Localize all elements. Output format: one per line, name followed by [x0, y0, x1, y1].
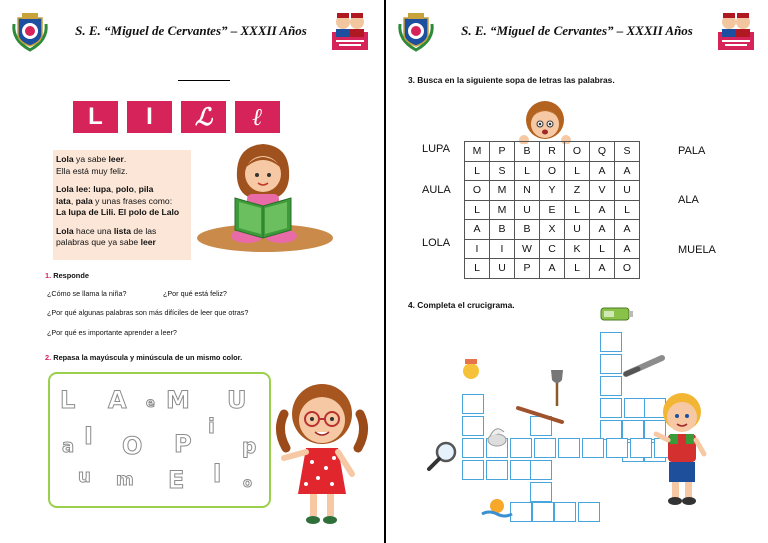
file-tool-icon — [622, 354, 666, 378]
crossword-cell[interactable] — [462, 416, 484, 436]
word-search-cell[interactable]: A — [615, 161, 640, 181]
word-search-cell[interactable]: B — [490, 220, 515, 240]
word-search-cell[interactable]: S — [615, 142, 640, 162]
crossword-cell[interactable] — [462, 438, 484, 458]
word-search-cell[interactable]: L — [565, 259, 590, 279]
school-mascot-logo-icon — [716, 10, 756, 52]
question-2-title — [45, 353, 242, 362]
word-search-cell[interactable]: I — [490, 239, 515, 259]
shovel-icon — [550, 368, 564, 408]
reading-word: La lupa de Lili. El polo de Lalo — [56, 207, 180, 217]
letter-box: L — [73, 101, 118, 133]
word-search-row — [465, 181, 640, 201]
word-search-cell[interactable]: E — [540, 200, 565, 220]
reading-text-part: , — [110, 184, 116, 194]
reading-text-part: , — [70, 195, 76, 206]
word-search-cell[interactable]: M — [490, 200, 515, 220]
word-search-cell[interactable]: A — [590, 200, 615, 220]
stick-icon — [516, 404, 564, 426]
crossword-cell[interactable] — [558, 438, 580, 458]
word-search-cell[interactable]: A — [590, 259, 615, 279]
word-search-cell[interactable]: R — [540, 142, 565, 162]
word-search-row — [465, 239, 640, 259]
sun-pot-icon — [460, 358, 482, 382]
word-search-cell[interactable]: M — [465, 142, 490, 162]
reading-text-part: , — [133, 184, 139, 194]
word-search-cell[interactable]: S — [490, 161, 515, 181]
question-line: ¿Por qué algunas palabras son más difíciles de leer que otras? — [47, 308, 249, 317]
reading-text-part: de las — [131, 225, 157, 236]
reading-paragraph — [56, 154, 188, 177]
boy-illustration — [652, 388, 712, 508]
question-number: 2. — [45, 353, 52, 362]
battery-icon — [600, 306, 634, 322]
word-search-cell[interactable]: V — [590, 181, 615, 201]
reading-word: leer — [140, 237, 156, 247]
girl-reading-illustration — [195, 138, 345, 262]
reading-text — [53, 150, 191, 260]
trace-letter[interactable]: p — [242, 434, 257, 458]
word-search-row — [465, 220, 640, 240]
crossword-cell[interactable] — [624, 398, 646, 418]
crossword-cell[interactable] — [600, 420, 622, 440]
word-search-cell[interactable]: Z — [565, 181, 590, 201]
word-search-cell[interactable]: K — [565, 239, 590, 259]
header-right — [386, 8, 768, 56]
word-search-cell[interactable]: L — [515, 161, 540, 181]
trace-letter[interactable]: a — [62, 436, 75, 457]
trace-letter[interactable]: M — [166, 386, 190, 414]
reading-paragraph — [56, 226, 188, 249]
question-line: ¿Por qué es importante aprender a leer? — [47, 328, 177, 337]
header-title: S. E. “Miguel de Cervantes” – XXXII Años — [461, 23, 693, 38]
left-page — [0, 0, 382, 543]
word-search-cell[interactable]: C — [540, 239, 565, 259]
right-page — [386, 0, 768, 543]
crossword-cell[interactable] — [578, 502, 600, 522]
word-search-cell[interactable]: L — [465, 200, 490, 220]
crossword-cell[interactable] — [600, 398, 622, 418]
reading-text-part: . — [123, 154, 127, 164]
reading-word: leer — [108, 154, 124, 164]
trace-letter[interactable]: e — [146, 396, 155, 411]
crossword-cell[interactable] — [510, 438, 532, 458]
letter-box: I — [127, 101, 172, 133]
crossword-cell[interactable] — [510, 460, 532, 480]
trace-letter[interactable]: O — [122, 432, 143, 460]
trace-letter[interactable]: E — [168, 466, 185, 494]
question-title-text: Responde — [51, 271, 89, 280]
trace-letter[interactable]: L — [60, 386, 76, 414]
word-search-row — [465, 142, 640, 162]
word-search-cell[interactable]: B — [515, 220, 540, 240]
word-search-cell[interactable]: I — [465, 239, 490, 259]
trace-letter[interactable]: A — [108, 386, 127, 414]
crossword-cell[interactable] — [486, 460, 508, 480]
question-line: ¿Cómo se llama la niña? — [47, 289, 127, 298]
trace-letter[interactable]: i — [208, 414, 215, 438]
reading-text-part: Ella está muy feliz. — [56, 165, 128, 176]
question-title-text: Repasa la mayúscula y minúscula de un mismo color. — [51, 353, 243, 362]
word-search-cell[interactable]: P — [515, 259, 540, 279]
word-search-word: ALA — [678, 194, 699, 206]
reading-text-part: palabras que ya sabe — [56, 237, 141, 247]
word-search-cell[interactable]: W — [515, 239, 540, 259]
word-search-cell[interactable]: A — [615, 220, 640, 240]
header-left — [0, 8, 382, 56]
tracing-letters-box — [48, 372, 271, 508]
word-search-cell[interactable]: X — [540, 220, 565, 240]
crossword-cell[interactable] — [630, 438, 652, 458]
word-search-cell[interactable]: O — [565, 142, 590, 162]
question-line: ¿Por qué está feliz? — [163, 289, 227, 298]
reading-word: Lola — [56, 225, 74, 236]
word-search-cell[interactable]: L — [465, 161, 490, 181]
trace-letter[interactable]: l — [213, 460, 222, 488]
crossword-cell[interactable] — [462, 460, 484, 480]
trace-letter[interactable]: I — [84, 422, 93, 450]
word-search-cell[interactable]: U — [490, 259, 515, 279]
reading-word: lista — [113, 225, 132, 236]
word-search-cell[interactable]: B — [515, 142, 540, 162]
reading-word: lata — [56, 195, 71, 206]
magnifying-glass-icon — [426, 440, 460, 472]
crossword-cell[interactable] — [530, 460, 552, 480]
crossword-cell[interactable] — [600, 376, 622, 396]
word-search-cell[interactable]: O — [540, 161, 565, 181]
reading-word: pila — [138, 184, 154, 194]
reading-word: polo — [115, 184, 134, 194]
trace-letter[interactable]: P — [174, 430, 192, 458]
crossword-cell[interactable] — [600, 332, 622, 352]
word-search-cell[interactable]: A — [465, 220, 490, 240]
reading-word: pala — [75, 195, 93, 206]
word-search-cell[interactable]: O — [465, 181, 490, 201]
crossword-cell[interactable] — [600, 354, 622, 374]
word-search-word: MUELA — [678, 244, 716, 256]
letter-boxes — [73, 101, 280, 133]
bird-icon — [484, 424, 510, 450]
crossword-cell[interactable] — [582, 438, 604, 458]
word-search-cell[interactable]: A — [540, 259, 565, 279]
reading-text-part: hace una — [73, 225, 114, 236]
word-search-cell[interactable]: U — [515, 200, 540, 220]
trace-letter[interactable]: m — [116, 470, 134, 490]
word-search-row — [465, 161, 640, 181]
word-search-word: PALA — [678, 145, 706, 157]
word-search-row — [465, 200, 640, 220]
word-search-cell[interactable]: Y — [540, 181, 565, 201]
word-search-cell[interactable]: A — [590, 161, 615, 181]
reading-word: Lola — [56, 154, 74, 164]
word-search-row — [465, 259, 640, 279]
name-blank-line — [178, 80, 230, 81]
crossword-cell[interactable] — [532, 502, 554, 522]
word-search-cell[interactable]: L — [590, 239, 615, 259]
word-search-cell[interactable]: A — [615, 239, 640, 259]
letter-box: ℒ — [181, 101, 226, 133]
word-search-grid — [464, 141, 640, 279]
word-search-cell[interactable]: Q — [590, 142, 615, 162]
word-search-word: LOLA — [422, 237, 451, 249]
reading-paragraph — [56, 184, 188, 219]
crossword-cell[interactable] — [534, 438, 556, 458]
word-search-cell[interactable]: L — [465, 259, 490, 279]
task-4-title: 4. Completa el crucigrama. — [408, 300, 515, 310]
word-search-cell[interactable]: A — [590, 220, 615, 240]
header-title: S. E. “Miguel de Cervantes” – XXXII Años — [75, 23, 307, 38]
question-number: 1. — [45, 271, 52, 280]
reading-word: Lola lee: lupa — [56, 184, 111, 194]
trace-letter[interactable]: u — [78, 466, 91, 487]
school-mascot-logo-icon — [330, 10, 370, 52]
word-search-cell[interactable]: P — [490, 142, 515, 162]
letter-box: ℓ — [235, 101, 280, 133]
trace-letter[interactable]: o — [243, 476, 252, 491]
reading-text-part: y unas frases como: — [92, 195, 173, 206]
word-search-cell[interactable]: L — [615, 200, 640, 220]
word-search-cell[interactable]: O — [615, 259, 640, 279]
word-search-cell[interactable]: L — [565, 161, 590, 181]
crossword-cell[interactable] — [622, 420, 644, 440]
word-search-cell[interactable]: L — [565, 200, 590, 220]
crossword-cell[interactable] — [530, 482, 552, 502]
crossword-cell[interactable] — [462, 394, 484, 414]
crossword-cell[interactable] — [606, 438, 628, 458]
peeking-girl-illustration — [514, 98, 576, 144]
word-search-cell[interactable]: U — [615, 181, 640, 201]
word-search-cell[interactable]: M — [490, 181, 515, 201]
beach-sun-icon — [480, 494, 514, 520]
question-1-title — [45, 271, 89, 280]
task-3-title: 3. Busca en la siguiente sopa de letras las palabras. — [408, 75, 615, 85]
girl-with-glasses-illustration — [272, 378, 372, 528]
word-search-cell[interactable]: N — [515, 181, 540, 201]
crossword-cell[interactable] — [554, 502, 576, 522]
word-search-word: LUPA — [422, 143, 450, 155]
reading-text-part: ya sabe — [73, 154, 109, 164]
word-search-cell[interactable]: U — [565, 220, 590, 240]
word-search-word: AULA — [422, 184, 451, 196]
trace-letter[interactable]: U — [227, 386, 247, 414]
